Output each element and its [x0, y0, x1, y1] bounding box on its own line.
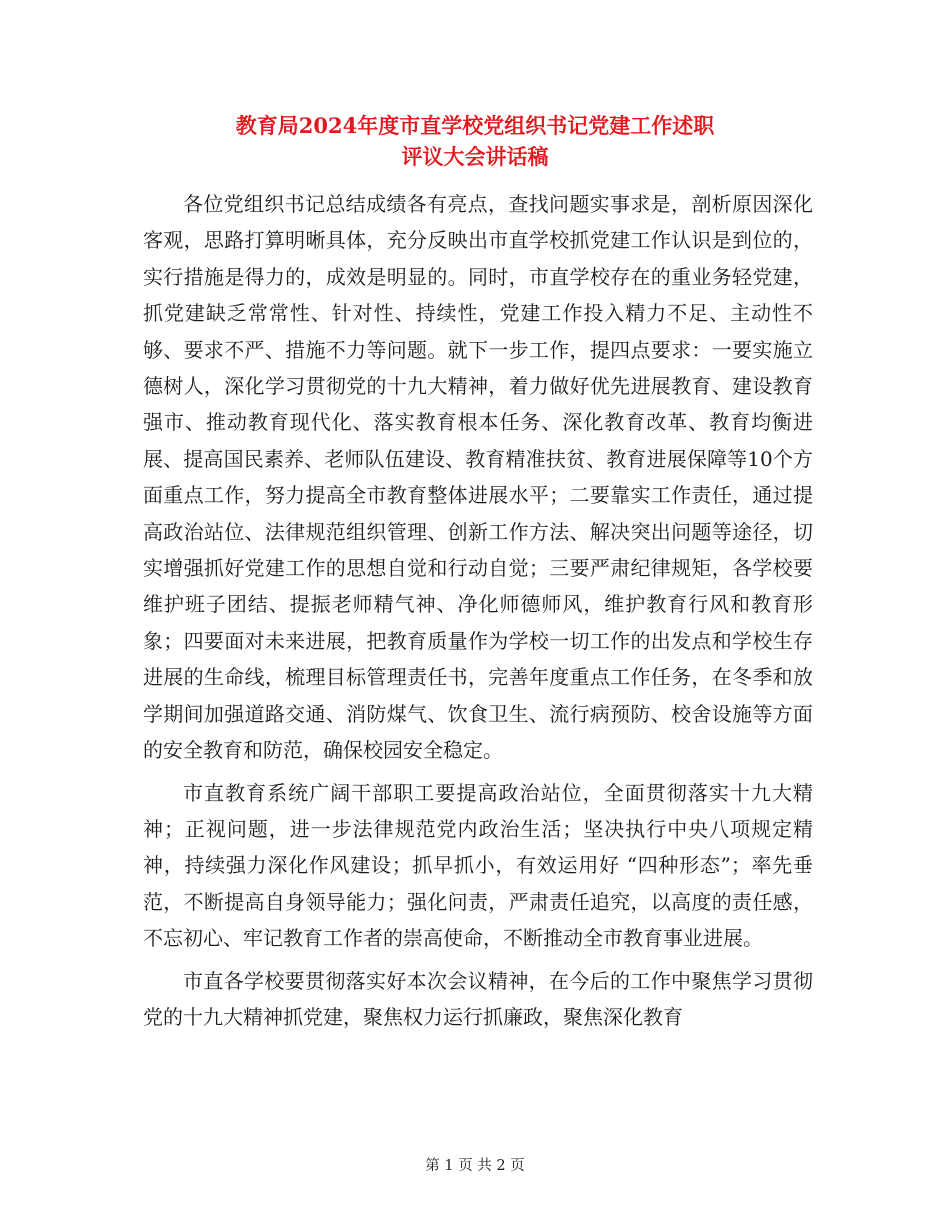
title-line-1: 教育局2024年度市直学校党组织书记党建工作述职	[235, 113, 715, 138]
page-number-footer: 第 1 页 共 2 页	[425, 1158, 525, 1174]
document-body	[143, 186, 813, 1035]
paragraph-3: 市直各学校要贯彻落实好本次会议精神，在今后的工作中聚焦学习贯彻党的十九大精神抓党建，聚焦权力运行抓廉政，聚焦深化教育	[143, 968, 813, 1029]
title-line-2: 评议大会讲话稿	[401, 144, 549, 169]
paragraph-1: 各位党组织书记总结成绩各有亮点，查找问题实事求是，剖析原因深化客观，思路打算明晰具体，充分反映出市直学校抓党建工作认识是到位的，实行措施是得力的，成效是明显的。同时，市直学校存在的重业务轻党建，抓党建缺乏常常性、针对性、持续性，党建工作投入精力不足、主动性不够、要求不严、措施不力等问题。就下一步工作，提四点要求：一要实施立德树人，深化学习贯彻党的十九大精神，着力做好优先进展教育、建设教育强市、推动教育现代化、落实教育根本任务、深化教育改革、教育均衡进展、提高国民素养、老师队伍建设、教育精准扶贫、教育进展保障等10个方面重点工作，努力提高全市教育整体进展水平；二要靠实工作责任，通过提高政治站位、法律规范组织管理、创新工作方法、解决突出问题等途径，切实增强抓好党建工作的思想自觉和行动自觉；三要严肃纪律规矩，各学校要维护班子团结、提振老师精气神、净化师德师风，维护教育行风和教育形象；四要面对未来进展，把教育质量作为学校一切工作的出发点和学校生存进展的生命线，梳理目标管理责任书，完善年度重点工作任务，在冬季和放学期间加强道路交通、消防煤气、饮食卫生、流行病预防、校舍设施等方面的安全教育和防范，确保校园安全稳定。	[143, 192, 813, 763]
paragraph-2: 市直教育系统广阔干部职工要提高政治站位，全面贯彻落实十九大精神；正视问题，进一步法律规范党内政治生活；坚决执行中央八项规定精神，持续强力深化作风建设；抓早抓小，有效运用好 “四种形态”；率先垂范，不断提高自身领导能力；强化问责，严肃责任追究，以高度的责任感，不忘初心、牢记教育工作者的崇高使命，不断推动全市教育事业进展。	[143, 780, 813, 951]
document-title	[100, 110, 850, 172]
